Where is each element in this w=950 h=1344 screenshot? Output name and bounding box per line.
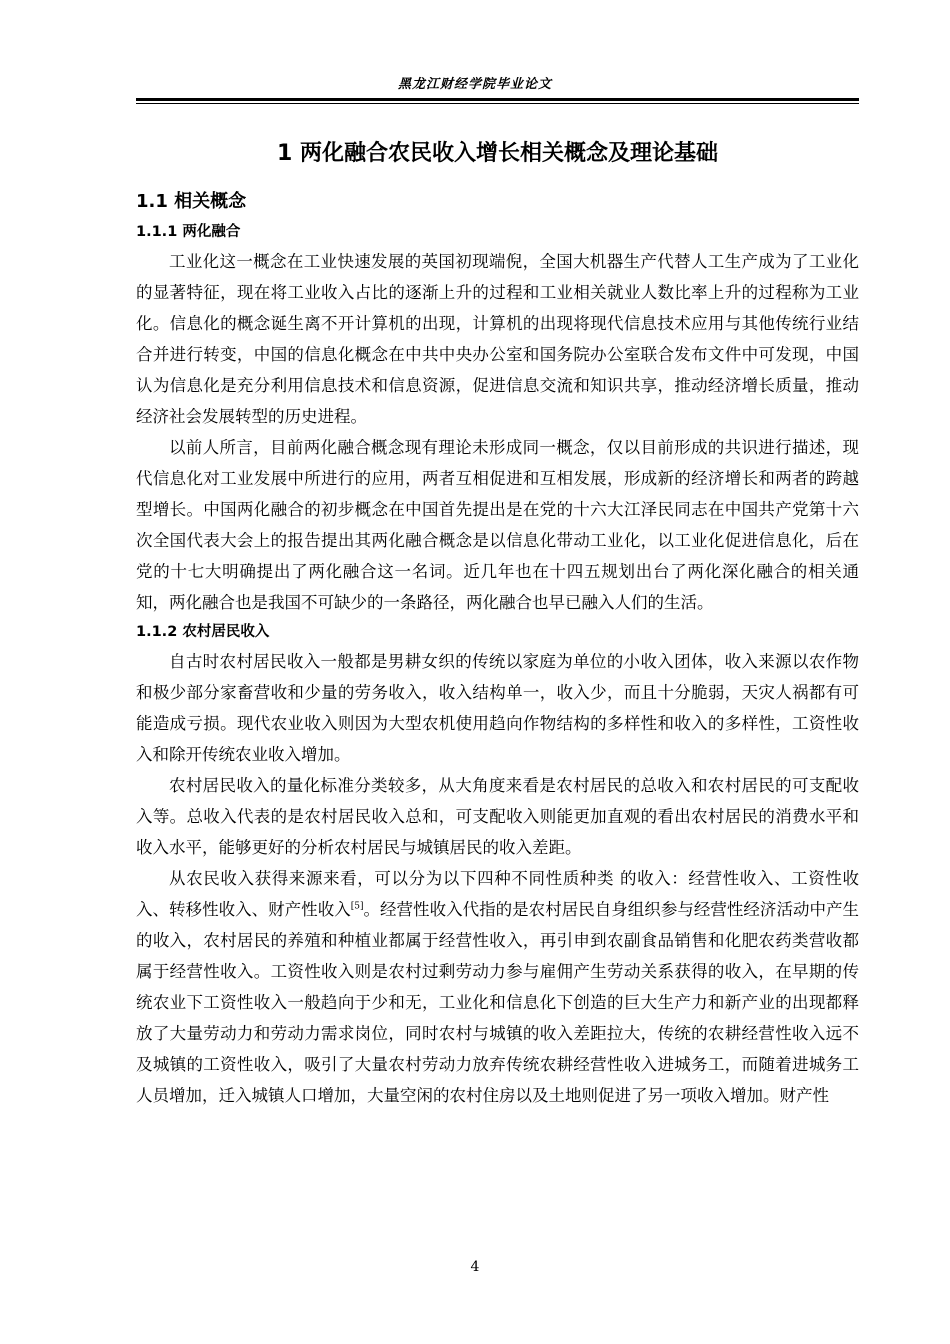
paragraph: 以前人所言，目前两化融合概念现有理论未形成同一概念，仅以目前形成的共识进行描述，现代信息化对工业发展中所进行的应用，两者互相促进和互相发展，形成新的经济增长和两者的跨越型增长。中国两化融合的初步概念在中国首先提出是在党的十六大江泽民同志在中国共产党第十六次全国代表大会上的报告提出其两化融合概念是以信息化带动工业化，以工业化促进信息化，后在党的十七大明确提出了两化融合这一名词。近几年也在十四五规划出台了两化深化融合的相关通知，两化融合也是我国不可缺少的一条路径，两化融合也早已融入人们的生活。 xyxy=(136,438,859,612)
running-header: 黑龙江财经学院毕业论文 xyxy=(397,77,552,92)
paragraph: 自古时农村居民收入一般都是男耕女织的传统以家庭为单位的小收入团体，收入来源以农作物和极少部分家畜营收和少量的劳务收入，收入结构单一，收入少，而且十分脆弱，天灾人祸都有可能造成亏损。现代农业收入则因为大型农机使用趋向作物结构的多样性和收入的多样性，工资性收入和除开传统农业收入增加。 xyxy=(136,652,859,764)
header-rule-thick xyxy=(136,98,859,101)
paragraph-with-citation xyxy=(136,863,859,1111)
citation-marker: [5] xyxy=(350,901,364,912)
page-number: 4 xyxy=(470,1259,480,1275)
subsection-title-1: 1.1.1 两化融合 xyxy=(136,224,241,240)
chapter-title: 1 两化融合农民收入增长相关概念及理论基础 xyxy=(277,141,718,166)
paragraph-text-before-citation: 从农民收入获得来源来看，可以分为以下四种不同性质种类 的收入：经营性收入、工资性收入、转移性收入、财产性收入 xyxy=(136,869,859,919)
paragraph: 农村居民收入的量化标准分类较多，从大角度来看是农村居民的总收入和农村居民的可支配收入等。总收入代表的是农村居民收入总和，可支配收入则能更加直观的看出农村居民的消费水平和收入水平，能够更好的分析农村居民与城镇居民的收入差距。 xyxy=(136,776,859,857)
page-body xyxy=(136,128,859,1111)
header-rule-thin xyxy=(136,103,859,104)
section-title: 1.1 相关概念 xyxy=(136,191,247,212)
paragraph-text-after-citation: 。经营性收入代指的是农村居民自身组织参与经营性经济活动中产生的收入，农村居民的养殖和种植业都属于经营性收入，再引申到农副食品销售和化肥农药类营收都属于经营性收入。工资性收入则是农村过剩劳动力参与雇佣产生劳动关系获得的收入，在早期的传统农业下工资性收入一般趋向于少和无，工业化和信息化下创造的巨大生产力和新产业的出现都释放了大量劳动力和劳动力需求岗位，同时农村与城镇的收入差距拉大，传统的农耕经营性收入远不及城镇的工资性收入，吸引了大量农村劳动力放弃传统农耕经营性收入进城务工，而随着进城务工人员增加，迁入城镇人口增加，大量空闲的农村住房以及土地则促进了另一项收入增加。财产性 xyxy=(136,900,860,1105)
subsection-title-2: 1.1.2 农村居民收入 xyxy=(136,624,270,640)
paragraph: 工业化这一概念在工业快速发展的英国初现端倪，全国大机器生产代替人工生产成为了工业化的显著特征，现在将工业收入占比的逐渐上升的过程和工业相关就业人数比率上升的过程称为工业化。信息化的概念诞生离不开计算机的出现，计算机的出现将现代信息技术应用与其他传统行业结合并进行转变，中国的信息化概念在中共中央办公室和国务院办公室联合发布文件中可发现，中国认为信息化是充分利用信息技术和信息资源，促进信息交流和知识共享，推动经济增长质量，推动经济社会发展转型的历史进程。 xyxy=(136,252,859,426)
